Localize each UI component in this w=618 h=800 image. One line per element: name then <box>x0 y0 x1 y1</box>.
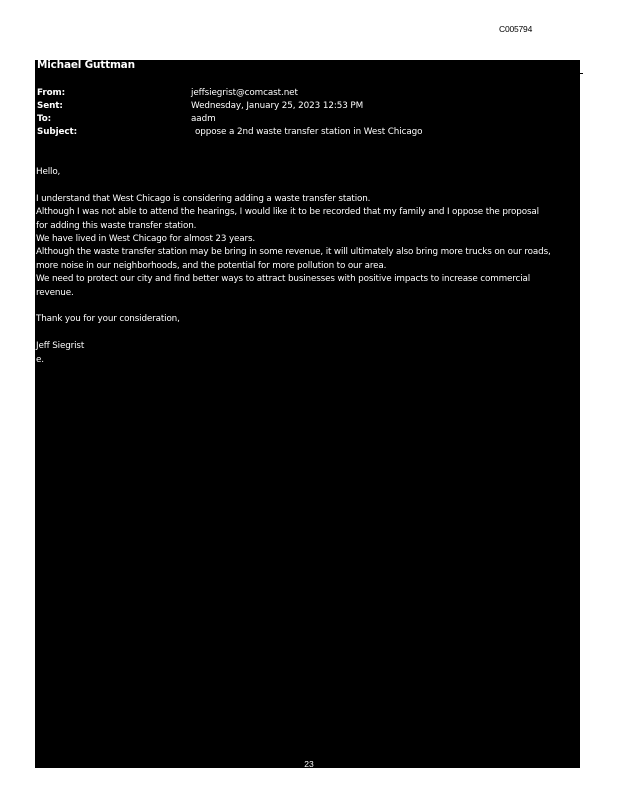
email-body <box>36 166 580 367</box>
signature-name: Jeff Siegrist <box>36 341 85 352</box>
sent-label: Sent: <box>37 101 63 111</box>
from-value: jeffsiegrist@comcast.net <box>191 88 298 98</box>
closing: Thank you for your consideration, <box>36 314 180 325</box>
subject-value: oppose a 2nd waste transfer station in West Chicago <box>195 127 423 137</box>
signature-extra: e. <box>36 354 44 365</box>
page-number: 23 <box>304 759 314 769</box>
greeting: Hello, <box>36 167 61 177</box>
bates-number: C005794 <box>499 24 533 34</box>
body-line: I understand that West Chicago is considering adding a waste transfer station. <box>36 193 371 204</box>
subject-label: Subject: <box>37 127 78 137</box>
to-value: aadm <box>191 114 216 124</box>
from-label: From: <box>37 88 66 98</box>
to-label: To: <box>37 114 52 124</box>
body-line: for adding this waste transfer station. <box>36 220 197 231</box>
edge-mark <box>580 73 583 74</box>
body-line: Although the waste transfer station may be bring in some revenue, it will ultimately also bring more trucks on our roads, <box>36 247 551 258</box>
body-line: We need to protect our city and find better ways to attract businesses with positive impacts to increase commercial <box>36 274 531 285</box>
body-line: more noise in our neighborhoods, and the potential for more pollution to our area. <box>36 260 387 271</box>
body-line: We have lived in West Chicago for almost 23 years. <box>36 234 256 245</box>
body-line: revenue. <box>36 287 74 298</box>
sender-name-heading: Michael Guttman <box>37 59 135 71</box>
body-line: Although I was not able to attend the hearings, I would like it to be recorded that my family and I oppose the proposal <box>36 207 539 218</box>
sent-value: Wednesday, January 25, 2023 12:53 PM <box>191 101 364 111</box>
